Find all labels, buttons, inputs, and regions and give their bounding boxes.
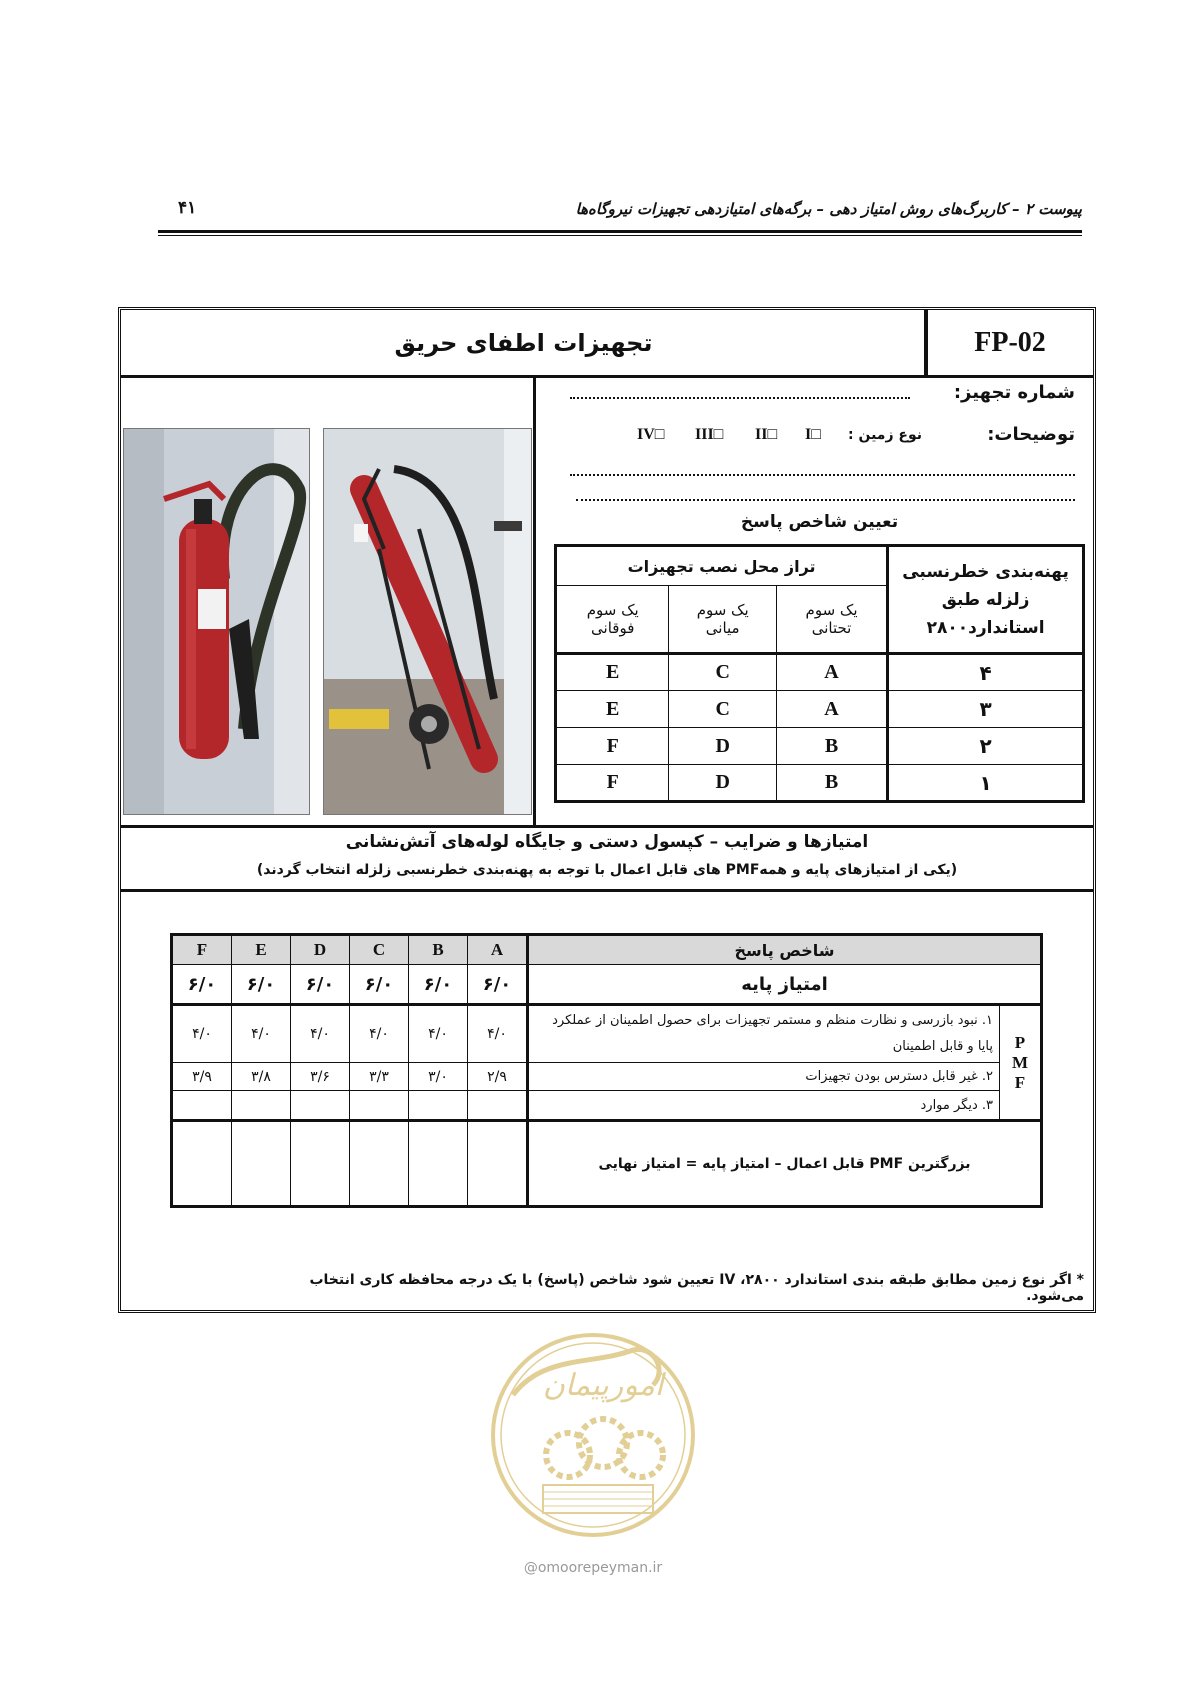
footnote: * اگر نوع زمین مطابق طبقه بندی استاندارد ۲۸۰۰، IV تعیین شود شاخص (پاسخ) با یک درجه محافظه کاری انتخاب می‌شود.	[309, 1272, 1084, 1304]
pmf-value: ۳/۶	[291, 1063, 350, 1091]
pmf-value[interactable]	[350, 1091, 409, 1121]
pmf-value[interactable]	[468, 1091, 528, 1121]
class-header-e: E	[232, 935, 291, 965]
class-header-b: B	[409, 935, 468, 965]
base-score-e: ۶/۰	[232, 965, 291, 1005]
pmf-letter-m: M	[1011, 1052, 1029, 1072]
zone-cell: ۲	[888, 728, 1084, 765]
watermark-site: @omoorepeyman.ir	[523, 1560, 663, 1576]
response-index-header: شاخص پاسخ	[528, 935, 1042, 965]
cell-upper: E	[556, 654, 669, 691]
cell-lower: A	[776, 654, 887, 691]
scores-subtitle: (یکی از امتیازهای پایه و همهPMF های قابل اعمال با توجه به پهنه‌بندی خطرنسبی زلزله انتخاب گردند)	[256, 862, 958, 878]
description-line-1[interactable]	[570, 474, 1075, 476]
cell-lower: B	[776, 765, 887, 802]
zone-cell: ۱	[888, 765, 1084, 802]
cell-lower: B	[776, 728, 887, 765]
soil-option-ii[interactable]: II□	[755, 426, 778, 443]
pmf-value[interactable]	[232, 1091, 291, 1121]
page-header	[158, 196, 1082, 226]
cell-middle: D	[669, 728, 777, 765]
watermark-logo-text: امورپیمان	[542, 1368, 664, 1403]
cell-middle: C	[669, 654, 777, 691]
soil-option-iii[interactable]: III□	[695, 426, 724, 443]
cell-upper: F	[556, 765, 669, 802]
table-row	[556, 728, 1084, 765]
pmf-value: ۴/۰	[232, 1005, 291, 1063]
final-score-e[interactable]	[232, 1121, 291, 1207]
class-header-c: C	[350, 935, 409, 965]
running-title: پیوست ۲ – کاربرگ‌های روش امتیاز دهی – برگه‌های امتیازدهی تجهیزات نیروگاه‌ها	[575, 200, 1082, 218]
final-score-c[interactable]	[350, 1121, 409, 1207]
class-header-f: F	[172, 935, 232, 965]
cell-middle: D	[669, 765, 777, 802]
cell-upper: F	[556, 728, 669, 765]
pmf-value[interactable]	[409, 1091, 468, 1121]
col-lower-third: یک سوم تحتانی	[776, 586, 887, 654]
soil-type-label: نوع زمین :	[848, 427, 922, 443]
pmf-item-1: ۱. نبود بازرسی و نظارت منظم و مستمر تجهیزات برای حصول اطمینان از عملکرد پایا و قابل اطمینان	[528, 1005, 1000, 1063]
scores-rule	[121, 889, 1093, 892]
pmf-value: ۴/۰	[291, 1005, 350, 1063]
zone-cell: ۴	[888, 654, 1084, 691]
base-score-c: ۶/۰	[350, 965, 409, 1005]
base-score-b: ۶/۰	[409, 965, 468, 1005]
pmf-label	[1000, 1005, 1042, 1121]
table-row	[172, 1063, 1042, 1091]
form-title: تجهیزات اطفای حریق	[394, 329, 653, 357]
col-middle-third: یک سوم میانی	[669, 586, 777, 654]
col-upper-third: یک سوم فوقانی	[556, 586, 669, 654]
base-score-d: ۶/۰	[291, 965, 350, 1005]
zone-cell: ۳	[888, 691, 1084, 728]
pmf-letter-f: F	[1014, 1072, 1026, 1092]
description-line-2[interactable]	[576, 499, 1075, 501]
title-row-rule	[121, 375, 1093, 378]
header-rule	[158, 230, 1082, 233]
equipment-number-label: شماره تجهیز:	[953, 382, 1075, 403]
table-row	[172, 1005, 1042, 1063]
response-heading: تعیین شاخص پاسخ	[740, 512, 899, 532]
pmf-item-3: ۳. دیگر موارد	[528, 1091, 1000, 1121]
pmf-value: ۴/۰	[350, 1005, 409, 1063]
cell-upper: E	[556, 691, 669, 728]
cell-lower: A	[776, 691, 887, 728]
extinguisher-photo-1	[123, 428, 310, 815]
info-row-rule	[121, 825, 1093, 828]
watermark-logo	[483, 1325, 703, 1555]
equipment-number-field[interactable]	[570, 397, 910, 399]
install-level-header: تراز محل نصب تجهیزات	[556, 546, 888, 586]
table-row	[556, 765, 1084, 802]
base-score-f: ۶/۰	[172, 965, 232, 1005]
form-code: FP-02	[974, 327, 1046, 358]
pmf-value: ۲/۹	[468, 1063, 528, 1091]
extinguisher-photo-2	[323, 428, 532, 815]
cell-middle: C	[669, 691, 777, 728]
pmf-value: ۴/۰	[468, 1005, 528, 1063]
page-number: ۴۱	[178, 198, 197, 217]
photo-divider	[533, 378, 536, 825]
pmf-value: ۳/۳	[350, 1063, 409, 1091]
final-score-formula: بزرگترین PMF قابل اعمال – امتیاز پایه = امتیاز نهایی	[528, 1121, 1042, 1207]
soil-option-i[interactable]: I□	[805, 426, 821, 443]
table-row	[556, 691, 1084, 728]
table-row	[556, 654, 1084, 691]
pmf-letter-p: P	[1014, 1032, 1026, 1052]
base-score-label: امتیاز پایه	[528, 965, 1042, 1005]
final-score-a[interactable]	[468, 1121, 528, 1207]
description-label: توضیحات:	[987, 424, 1075, 445]
class-header-d: D	[291, 935, 350, 965]
class-header-a: A	[468, 935, 528, 965]
pmf-value: ۴/۰	[172, 1005, 232, 1063]
base-score-a: ۶/۰	[468, 965, 528, 1005]
pmf-value[interactable]	[172, 1091, 232, 1121]
pmf-value: ۴/۰	[409, 1005, 468, 1063]
scores-title: امتیازها و ضرایب – کپسول دستی و جایگاه لوله‌های آتش‌نشانی	[345, 832, 869, 852]
header-rule-thin	[158, 235, 1082, 236]
final-score-d[interactable]	[291, 1121, 350, 1207]
final-score-b[interactable]	[409, 1121, 468, 1207]
soil-option-iv[interactable]: IV□	[637, 426, 665, 443]
score-table	[170, 933, 1043, 1208]
response-index-table	[554, 544, 1085, 803]
pmf-value: ۳/۹	[172, 1063, 232, 1091]
pmf-value[interactable]	[291, 1091, 350, 1121]
pmf-value: ۳/۰	[409, 1063, 468, 1091]
pmf-value: ۳/۸	[232, 1063, 291, 1091]
table-row	[172, 1091, 1042, 1121]
final-score-f[interactable]	[172, 1121, 232, 1207]
pmf-item-2: ۲. غیر قابل دسترس بودن تجهیزات	[528, 1063, 1000, 1091]
risk-zoning-header: پهنه‌بندی خطرنسبی زلزله طبق استاندارد۲۸۰۰	[888, 546, 1084, 654]
